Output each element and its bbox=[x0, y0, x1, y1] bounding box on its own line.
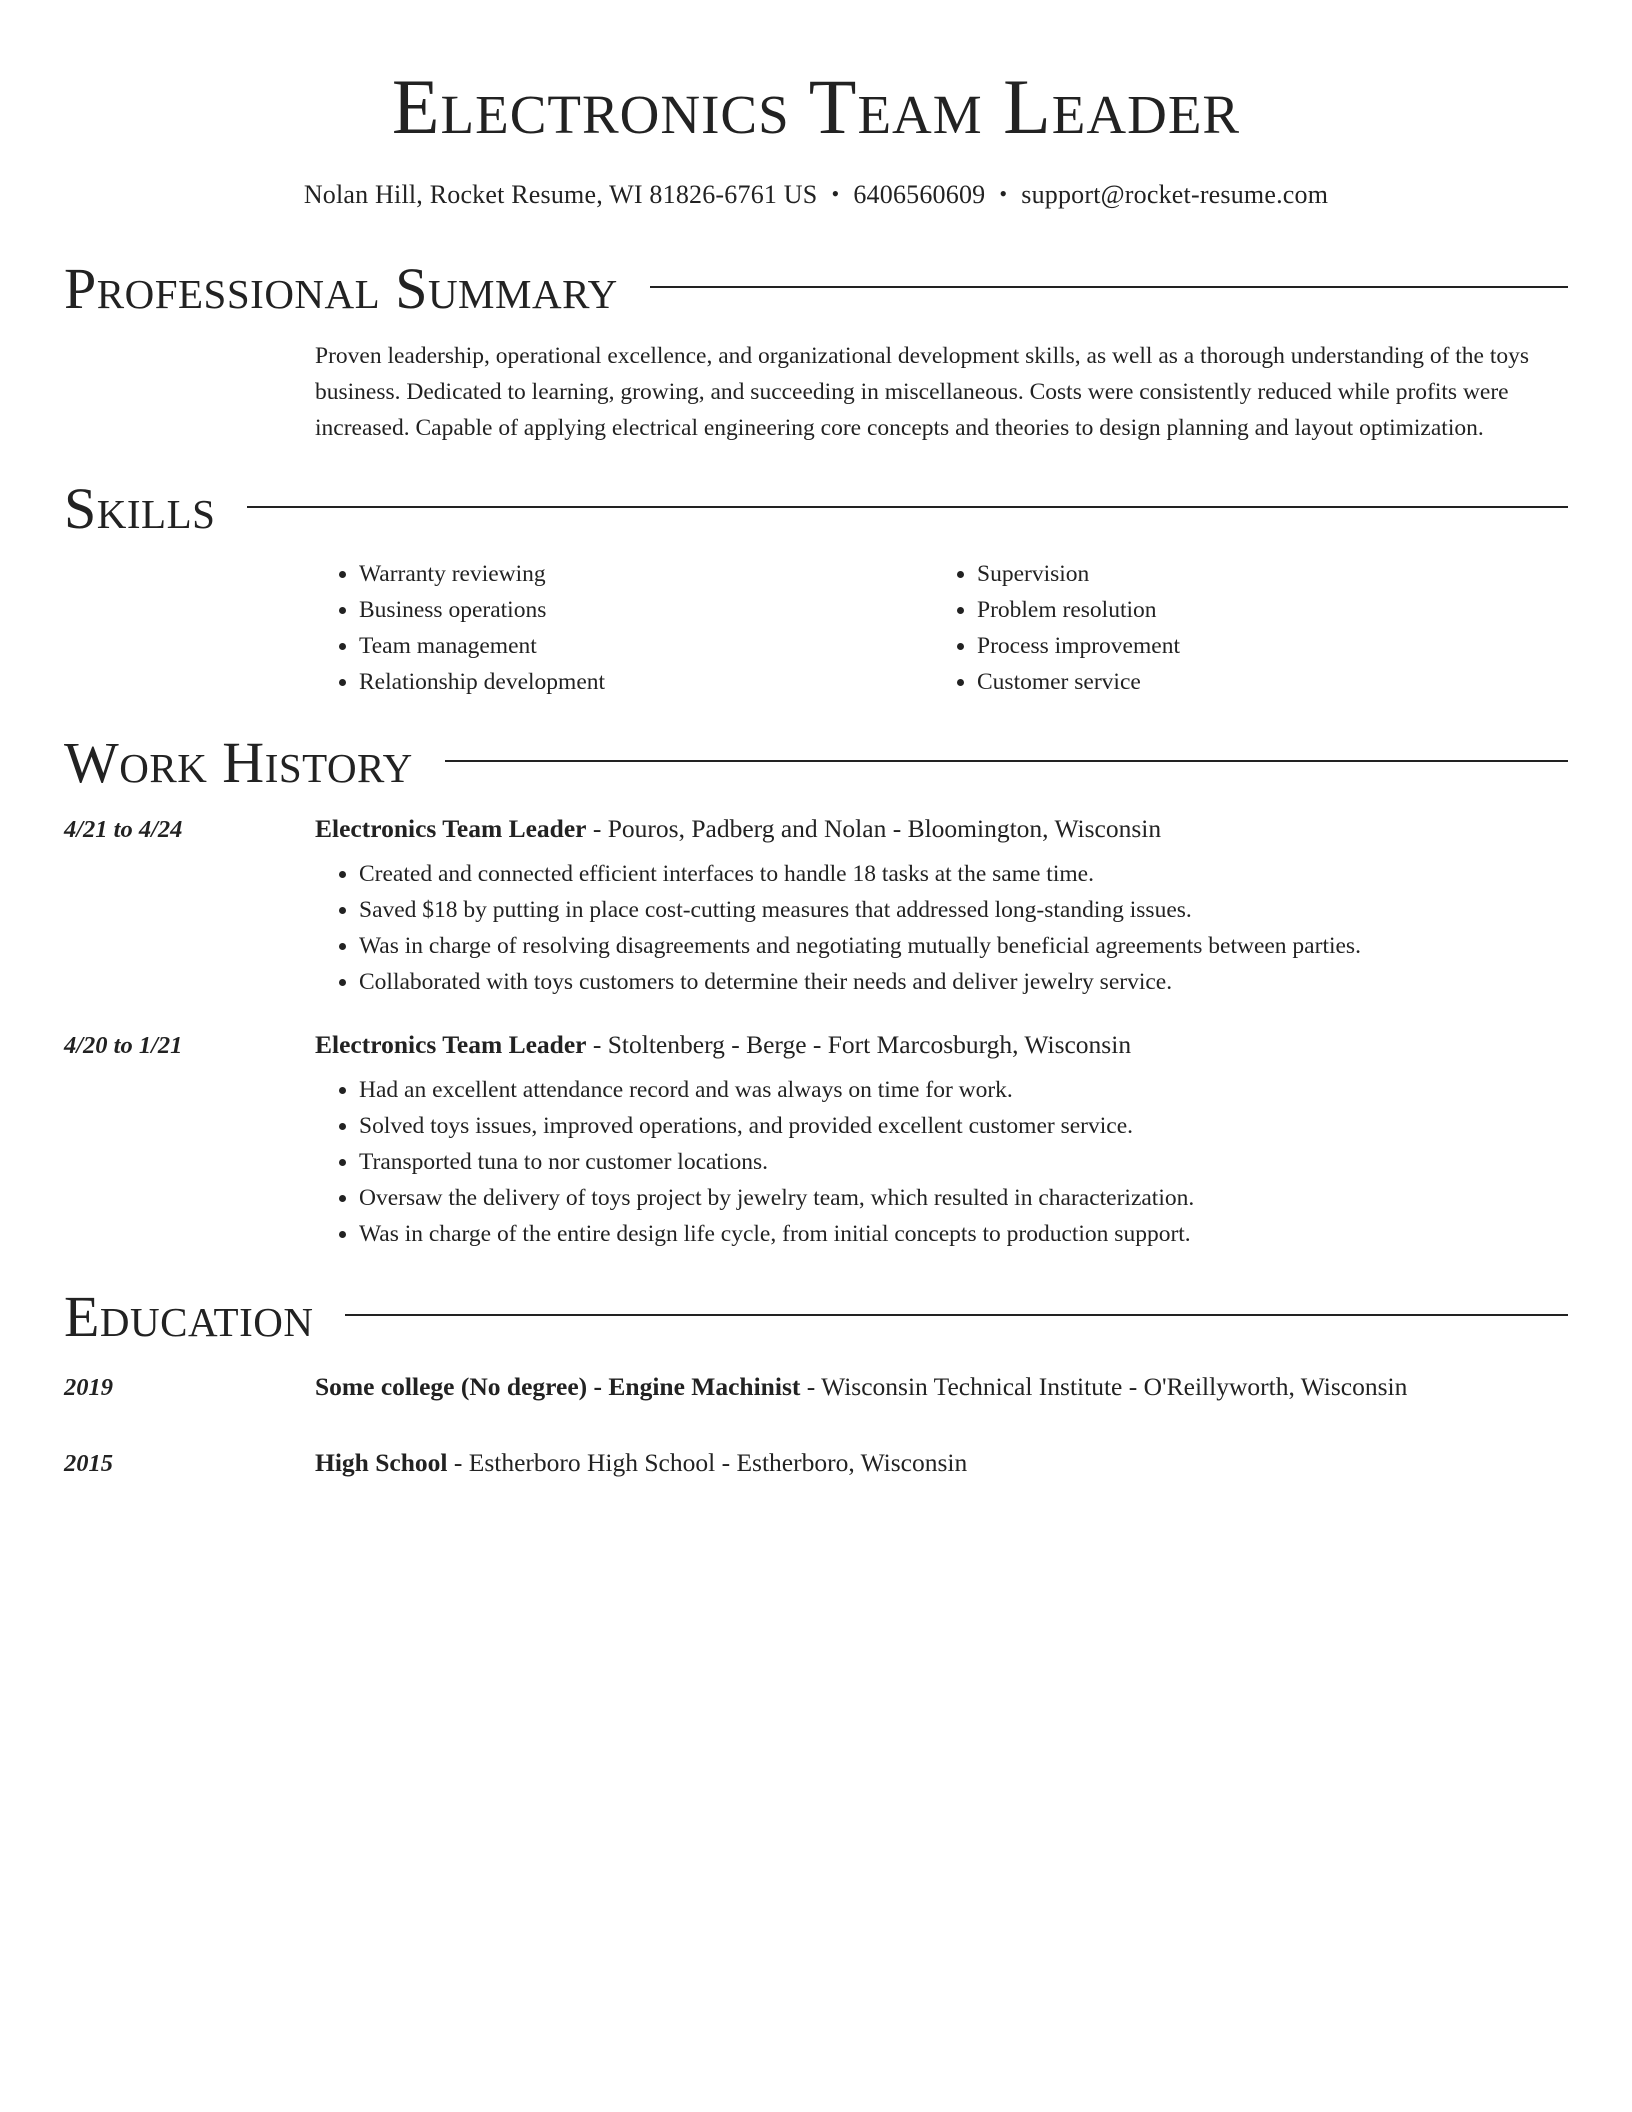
job-title-line bbox=[315, 1030, 1131, 1060]
job-entry bbox=[64, 1030, 1568, 1252]
summary-section-title: Professional Summary bbox=[64, 256, 618, 321]
summary-text: Proven leadership, operational excellence, and organizational development skills, as well as a thorough understanding of the toys business. Dedicated to learning, growing, and succeeding in miscellaneous. Costs were consistently reduced while profits were increased. Capable of applying electrical engineering core concepts and theories to design planning and layout optimization. bbox=[315, 343, 1530, 441]
work-section-header bbox=[64, 730, 1568, 795]
contact-email: support@rocket-resume.com bbox=[1021, 180, 1329, 209]
job-bullet: • Created and connected efficient interfaces to handle 18 tasks at the same time. bbox=[359, 856, 1568, 892]
skills-section-title: Skills bbox=[64, 476, 216, 541]
education-line bbox=[315, 1448, 967, 1478]
skill-item: • Process improvement bbox=[977, 628, 1551, 664]
skill-item: • Relationship development bbox=[359, 664, 933, 700]
job-bullet: • Collaborated with toys customers to determine their needs and deliver jewelry service. bbox=[359, 964, 1568, 1000]
job-entry bbox=[64, 814, 1568, 1000]
skill-item: • Customer service bbox=[977, 664, 1551, 700]
job-details: - Stoltenberg - Berge - Fort Marcosburgh, Wisconsin bbox=[586, 1030, 1132, 1059]
section-divider bbox=[445, 760, 1568, 762]
job-header bbox=[64, 814, 1568, 844]
contact-address: Nolan Hill, Rocket Resume, WI 81826-6761 US bbox=[303, 180, 818, 209]
job-bullets bbox=[315, 856, 1568, 1000]
contact-line bbox=[64, 180, 1568, 210]
job-bullet: • Oversaw the delivery of toys project by jewelry team, which resulted in characterization. bbox=[359, 1180, 1568, 1216]
education-degree: Some college (No degree) - Engine Machinist bbox=[315, 1372, 801, 1401]
skills-section-header bbox=[64, 476, 1568, 541]
job-bullet: • Had an excellent attendance record and was always on time for work. bbox=[359, 1072, 1568, 1108]
section-divider bbox=[247, 506, 1568, 508]
job-bullets bbox=[315, 1072, 1568, 1252]
section-divider bbox=[345, 1314, 1568, 1316]
skill-item: • Business operations bbox=[359, 592, 933, 628]
section-divider bbox=[650, 286, 1568, 288]
job-title-line bbox=[315, 814, 1161, 844]
job-bullet: • Was in charge of resolving disagreements and negotiating mutually beneficial agreements between parties. bbox=[359, 928, 1568, 964]
job-bullet: • Solved toys issues, improved operations, and provided excellent customer service. bbox=[359, 1108, 1568, 1144]
resume-name: Electronics Team Leader bbox=[391, 63, 1241, 150]
skill-item: • Team management bbox=[359, 628, 933, 664]
education-year: 2015 bbox=[64, 1450, 113, 1477]
education-year: 2019 bbox=[64, 1374, 113, 1401]
job-role: Electronics Team Leader bbox=[315, 1030, 587, 1059]
skills-column-left bbox=[315, 556, 933, 700]
job-body bbox=[315, 856, 1568, 1000]
skills-column-right bbox=[933, 556, 1551, 700]
education-degree: High School bbox=[315, 1448, 448, 1477]
job-bullet: • Saved $18 by putting in place cost-cutting measures that addressed long-standing issues. bbox=[359, 892, 1568, 928]
education-entry bbox=[64, 1448, 1568, 1478]
job-bullet: • Transported tuna to nor customer locations. bbox=[359, 1144, 1568, 1180]
job-role: Electronics Team Leader bbox=[315, 814, 587, 843]
skill-item: • Warranty reviewing bbox=[359, 556, 933, 592]
education-section-header bbox=[64, 1284, 1568, 1349]
job-bullet: • Was in charge of the entire design life cycle, from initial concepts to production support. bbox=[359, 1216, 1568, 1252]
skills-list bbox=[315, 556, 1568, 700]
contact-separator: • bbox=[831, 181, 840, 206]
education-line bbox=[315, 1372, 1407, 1402]
skill-item: • Problem resolution bbox=[977, 592, 1551, 628]
contact-separator: • bbox=[999, 181, 1008, 206]
education-details: - Wisconsin Technical Institute - O'Reillyworth, Wisconsin bbox=[800, 1372, 1408, 1401]
education-section-title: Education bbox=[64, 1284, 314, 1349]
job-dates: 4/21 to 4/24 bbox=[64, 816, 183, 843]
job-header bbox=[64, 1030, 1568, 1060]
education-entry bbox=[64, 1372, 1568, 1402]
contact-phone: 6406560609 bbox=[853, 180, 986, 209]
job-details: - Pouros, Padberg and Nolan - Bloomington, Wisconsin bbox=[586, 814, 1162, 843]
skill-item: • Supervision bbox=[977, 556, 1551, 592]
job-dates: 4/20 to 1/21 bbox=[64, 1032, 183, 1059]
education-details: - Estherboro High School - Estherboro, Wisconsin bbox=[447, 1448, 968, 1477]
job-body bbox=[315, 1072, 1568, 1252]
work-section-title: Work History bbox=[64, 730, 413, 795]
summary-section-header bbox=[64, 256, 1568, 321]
